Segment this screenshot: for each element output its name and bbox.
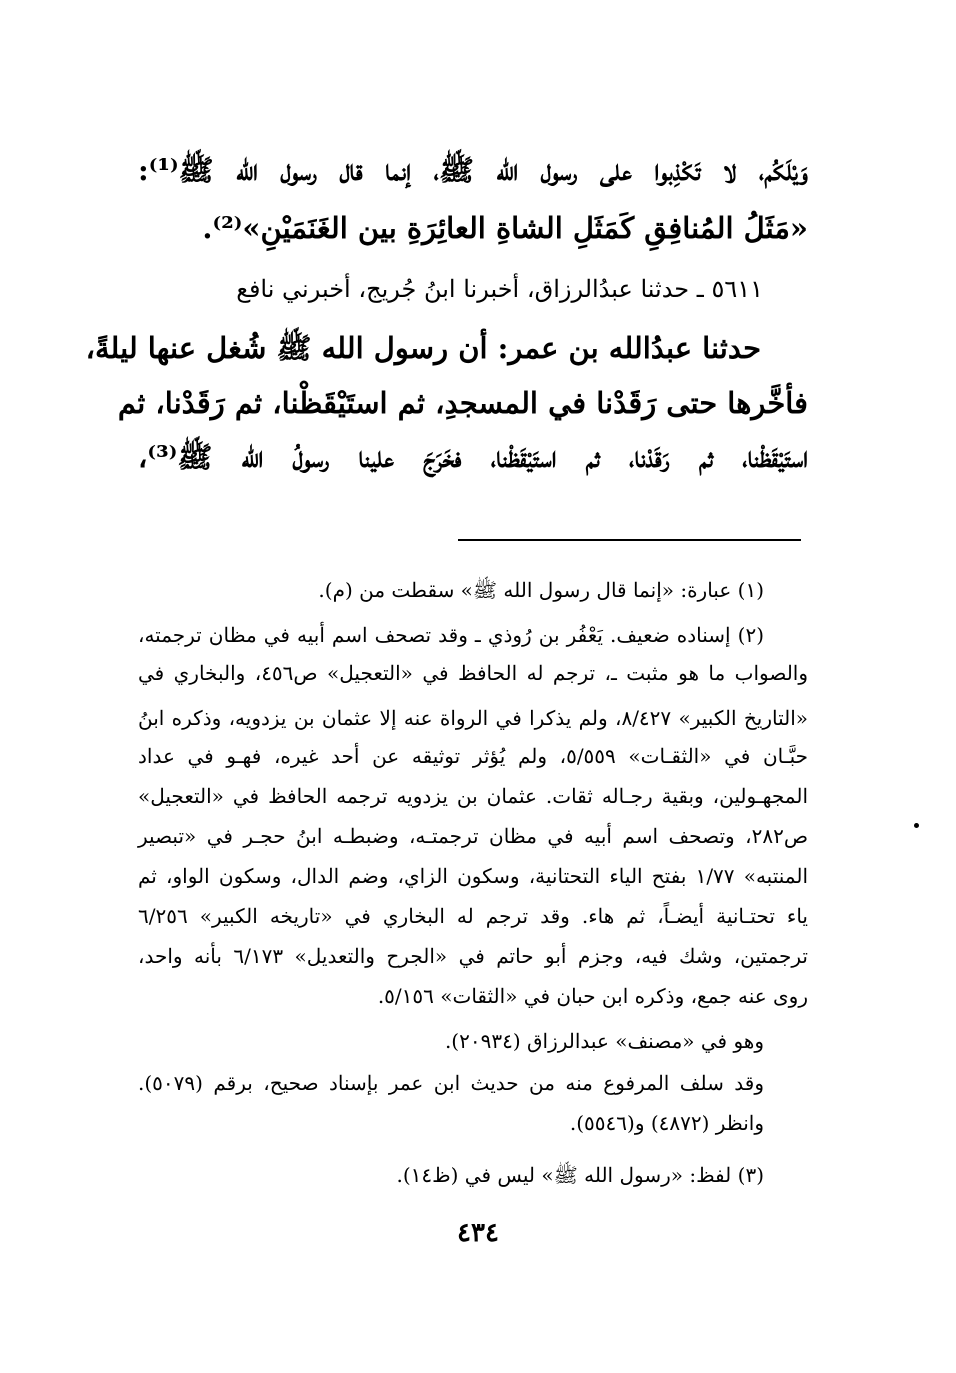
footnote-2-line-1: (٢) إسناده ضعيف. يَعْفُر بن رُوذي ـ وقد تصحف اسم أبيه في مظان ترجمته، [138,623,764,647]
footnote-divider [458,539,801,541]
footnote-2-line-8: ياء تحتـانية أيضـاً، ثم هاء. وقد ترجم له البخاري في «تاريخه الكبير» ٦/٢٥٦ [138,904,808,928]
footnote-2-line-10: روى عنه جمع، وذكره ابن حبان في «الثقات» ٥/١٥٦. [377,984,808,1008]
footnote-2-line-2: والصواب ما هو مثبت ـ، ترجم له الحافظ في «التعجيل» ص٤٥٦، والبخاري في [138,661,808,685]
main-text-line-6: استَيْقَظْنا، ثم رَقَدْنا، ثم استَيْقَظْنا، فخَرَجَ علينا رسولُ الله ﷺ⁽³⁾، [138,440,808,474]
main-text-line-1: وَيْلَكُم، لا تَكْذِبوا على رسول الله ﷺ، إنما قال رسول الله ﷺ⁽¹⁾: [138,153,808,187]
footnote-2-line-5: المجهـولين، وبقية رجـاله ثقات. عثمان بن يزدويه ترجمه الحافظ في «التعجيل» [138,784,808,808]
footnote-2-line-3: «التاريخ الكبير» ٨/٤٢٧، ولم يذكرا في الرواة عنه إلا عثمان بن يزدويه، وذكره ابنُ [138,706,808,730]
main-text-line-2: «مَثَلُ المُنافِقِ كَمَثَلِ الشاةِ العائِرَةِ بين الغَنَمَيْنِ»⁽²⁾. [202,211,808,245]
footnote-2-line-11: وهو في «مصنف» عبدالرزاق (٢٠٩٣٤). [444,1029,764,1053]
footnote-2-line-4: حبَّـان في «الثقـات» ٥/٥٥٩، ولم يُؤثر توثيقه عن أحد غيره، فهـو في عداد [138,744,808,768]
hadith-number-line: ٥٦١١ ـ حدثنا عبدُالرزاق، أخبرنا ابنُ جُريج، أخبرني نافع [236,275,763,303]
page-number: ٤٣٤ [457,1218,499,1248]
main-text-line-4: حدثنا عبدُالله بن عمر: أن رسول الله ﷺ شُغل عنها ليلةً، [85,331,761,365]
footnote-2-line-6: ص٢٨٢، وتصحف اسم أبيه في مظان ترجمتـه، وضبطـه ابنُ حجـر في «تبصير [138,824,808,848]
footnote-2-line-12: وقد سلف المرفوع منه من حديث ابن عمر بإسناد صحيح، برقم (٥٠٧٩). [138,1071,764,1095]
scan-speck [914,823,919,828]
main-text-line-5: فأخَّرها حتى رَقَدْنا في المسجدِ، ثم استَيْقَظْنا، ثم رَقَدْنا، ثم [117,386,808,420]
footnote-2-line-9: ترجمتين، وشك فيه، وجزم أبو حاتم في «الجرح والتعديل» ٦/١٧٣ بأنه واحد، [138,944,808,968]
footnote-2-line-13: وانظر (٤٨٧٢) و(٥٥٤٦). [569,1111,764,1135]
footnote-3: (٣) لفظ: «رسول الله ﷺ» ليس في (ظ١٤). [396,1163,764,1187]
footnote-2-line-7: المنتبه» ١/٧٧ بفتح الياء التحتانية، وسكون الزاي، وضم الدال، وسكون الواو، ثم [138,864,809,888]
footnote-1: (١) عبارة: «إنما قال رسول الله ﷺ» سقطت من (م). [318,578,764,602]
